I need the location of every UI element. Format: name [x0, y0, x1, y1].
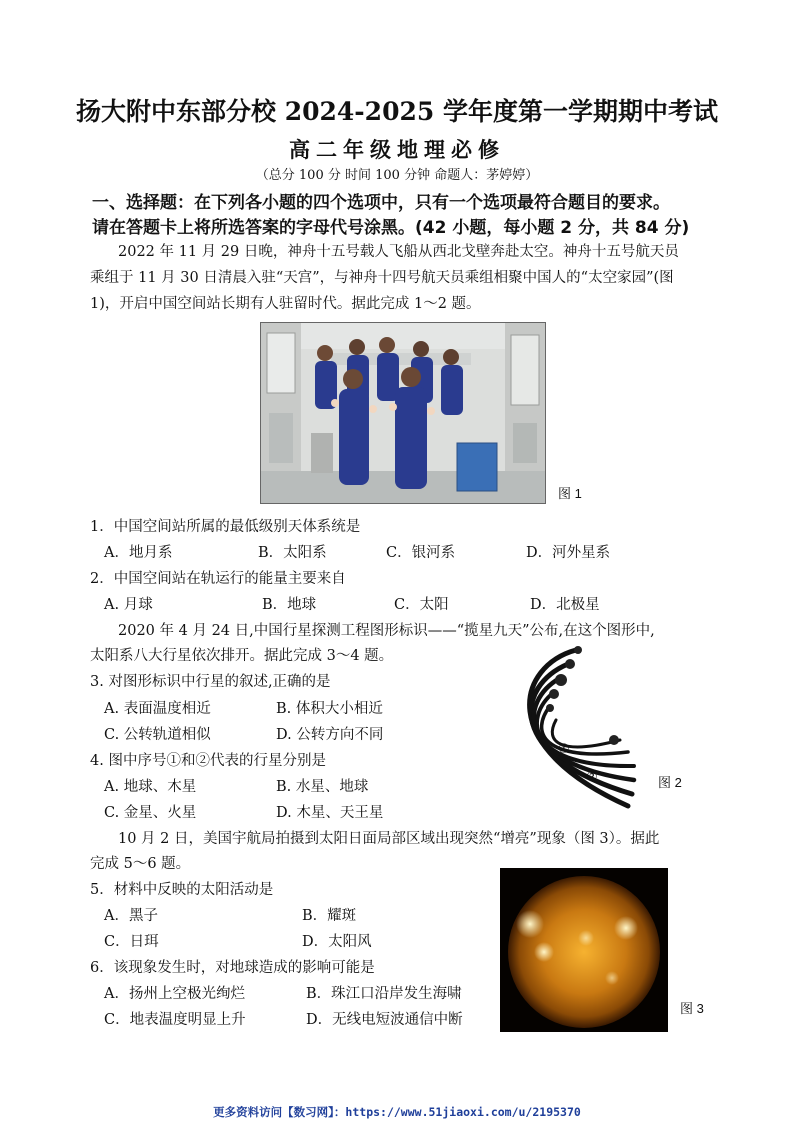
passage1-line2: 乘组于 11 月 30 日清晨入驻“天宫”，与神舟十四号航天员乘组相聚中国人的“太空家园”(图 [90, 270, 674, 286]
q3-option-b: B. 体积大小相近 [276, 701, 383, 717]
q1-option-d: D．河外星系 [526, 545, 611, 561]
figure2-caption: 图 2 [658, 775, 682, 790]
q4-option-b: B. 水星、地球 [276, 779, 369, 795]
sun-flare-image [500, 868, 668, 1032]
q6-stem: 6．该现象发生时，对地球造成的影响可能是 [90, 960, 375, 976]
q5-option-d: D．太阳风 [302, 934, 372, 950]
q2-stem: 2．中国空间站在轨运行的能量主要来自 [90, 571, 346, 587]
q6-option-c: C．地表温度明显上升 [104, 1012, 246, 1028]
q5-option-b: B．耀斑 [302, 908, 357, 924]
planet-arcs-logo [498, 646, 644, 814]
q2-option-b: B．地球 [262, 597, 317, 613]
exam-meta: （总分 100 分 时间 100 分钟 命题人：茅婷婷） [255, 168, 539, 183]
passage1-line1: 2022 年 11 月 29 日晚，神舟十五号载人飞船从西北戈壁奔赴太空。神舟十五号航天员 [118, 244, 679, 260]
q2-option-d: D．北极星 [530, 597, 600, 613]
q4-option-d: D. 木星、天王星 [276, 805, 384, 821]
figure1-caption: 图 1 [558, 486, 582, 501]
q5-stem: 5．材料中反映的太阳活动是 [90, 882, 274, 898]
passage1-line3: 1)，开启中国空间站长期有人驻留时代。据此完成 1～2 题。 [90, 296, 481, 312]
section-heading-line1: 一、选择题：在下列各小题的四个选项中，只有一个选项最符合题目的要求。 [92, 193, 670, 213]
exam-subtitle: 高二年级地理必修 [289, 137, 505, 162]
section-heading-line2: 请在答题卡上将所选答案的字母代号涂黑。(42 小题，每小题 2 分，共 84 分) [92, 218, 690, 238]
q3-option-d: D. 公转方向不同 [276, 727, 384, 743]
q3-option-c: C. 公转轨道相似 [104, 727, 211, 743]
q1-stem: 1．中国空间站所属的最低级别天体系统是 [90, 519, 361, 535]
passage3-line2: 完成 5～6 题。 [90, 856, 191, 872]
exam-title: 扬大附中东部分校 2024-2025 学年度第一学期期中考试 [76, 97, 718, 126]
q4-option-a: A. 地球、木星 [104, 779, 197, 795]
q1-option-b: B．太阳系 [258, 545, 327, 561]
q3-stem: 3. 对图形标识中行星的叙述,正确的是 [90, 674, 331, 690]
passage2-line1: 2020 年 4 月 24 日,中国行星探测工程图形标识——“揽星九天”公布,在这个图形中, [118, 623, 655, 639]
marker-1: ① [558, 742, 570, 757]
footer-link[interactable]: 更多资料访问【数习网】：https://www.51jiaoxi.com/u/2195370 [213, 1105, 581, 1119]
space-station-photo [260, 322, 546, 504]
q5-option-a: A．黑子 [104, 908, 158, 924]
passage3-line1: 10 月 2 日，美国宇航局拍摄到太阳日面局部区域出现突然“增亮”现象（图 3）。据此 [118, 831, 660, 847]
marker-2: ② [586, 770, 598, 785]
q4-stem: 4. 图中序号①和②代表的行星分别是 [90, 753, 326, 769]
q6-option-b: B．珠江口沿岸发生海啸 [306, 986, 462, 1002]
q2-option-a: A. 月球 [104, 597, 153, 613]
q6-option-a: A．扬州上空极光绚烂 [104, 986, 245, 1002]
q1-option-c: C．银河系 [386, 545, 456, 561]
q1-option-a: A．地月系 [104, 545, 173, 561]
q5-option-c: C．日珥 [104, 934, 159, 950]
q2-option-c: C．太阳 [394, 597, 449, 613]
passage2-line2: 太阳系八大行星依次排开。据此完成 3～4 题。 [90, 648, 394, 664]
figure3-caption: 图 3 [680, 1001, 704, 1016]
q4-option-c: C. 金星、火星 [104, 805, 197, 821]
q6-option-d: D．无线电短波通信中断 [306, 1012, 463, 1028]
q3-option-a: A. 表面温度相近 [104, 701, 211, 717]
